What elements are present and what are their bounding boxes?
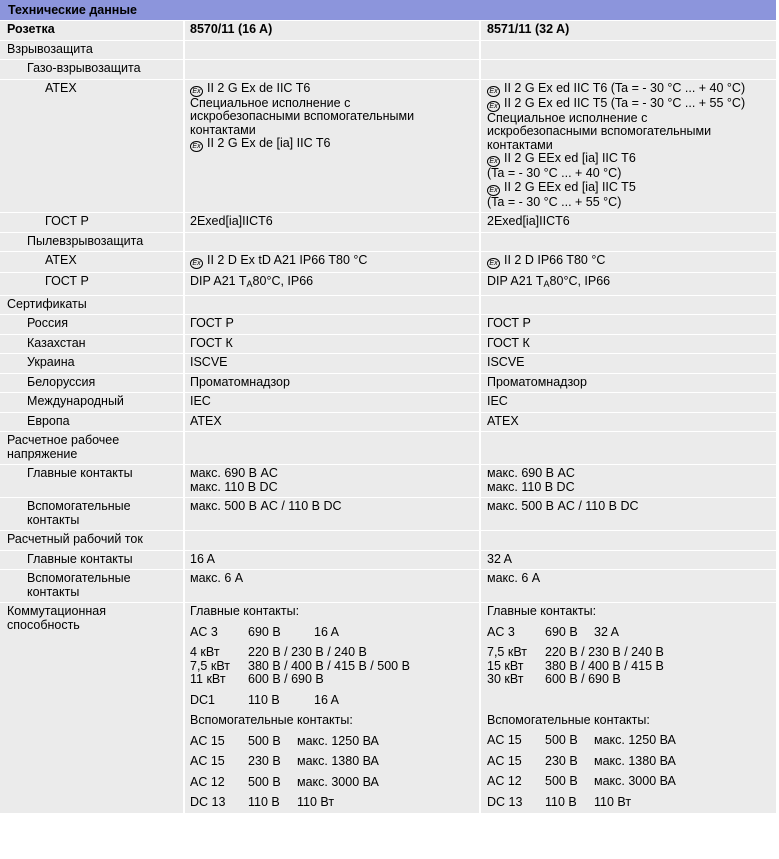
row-label: ATEX: [0, 80, 185, 214]
ex-icon: Ex: [487, 156, 500, 167]
row-label: Международный: [0, 393, 185, 413]
ex-icon: Ex: [487, 185, 500, 196]
row-label: Главные контакты: [0, 551, 185, 571]
table-header-row: [0, 21, 776, 41]
table-row: [0, 60, 776, 80]
ex-icon: Ex: [190, 258, 203, 269]
table-row: [0, 432, 776, 465]
table-row: Белоруссия Проматомнадзор Проматомнадзор: [0, 374, 776, 394]
table-row: [0, 296, 776, 316]
table-row: Вспомогательные контакты макс. 6 A макс. 6 A: [0, 570, 776, 603]
row-label: Расчетное рабочее напряжение: [0, 432, 185, 465]
table-row: Главные контакты 16 A 32 A: [0, 551, 776, 571]
row-label: Взрывозащита: [0, 41, 185, 61]
row-label: Вспомогательные контакты: [0, 570, 185, 603]
row-label: Украина: [0, 354, 185, 374]
section-header: Технические данные: [0, 0, 776, 20]
row-label: Расчетный рабочий ток: [0, 531, 185, 551]
cell-gas-atex-32a: Ex II 2 G Ex ed IIC T6 (Ta = - 30 °C ... + 40 °C) Ex II 2 G Ex ed IIC T5 (Ta = - 30 °C ... + 55 °C) Специальное исполнение с искробезопасными вспомогательными контактами Ex II 2 G EEx ed [ia] IIC T6 (Ta = - 30 °C ... + 40 °C) Ex II 2 G EEx ed [ia] IIC T5 (Ta = - 30 °C ... + 55 °C): [481, 80, 776, 214]
ex-icon: Ex: [487, 258, 500, 269]
column-header-socket: Розетка: [0, 21, 185, 41]
table-row: [0, 80, 776, 214]
row-label: Газо-взрывозащита: [0, 60, 185, 80]
row-label: Казахстан: [0, 335, 185, 355]
row-label: ГОСТ Р: [0, 273, 185, 296]
row-label: Сертификаты: [0, 296, 185, 316]
table-row: [0, 531, 776, 551]
table-row: [0, 603, 776, 814]
table-row: [0, 233, 776, 253]
table-row: Казахстан ГОСТ К ГОСТ К: [0, 335, 776, 355]
row-label: Европа: [0, 413, 185, 433]
row-label: Вспомогательные контакты: [0, 498, 185, 531]
cell-switching-16a: Главные контакты: AC 3 690 В 16 A 4 кВт 220 В / 230 В / 240 В 7,5 кВт 380 В / 400 В / 415 В / 500 В 11 кВт 600 В / 690 В DC1 110 В 16 A Вспомогательные контакты: AC 15 500 В макс. 1250 ВА AC 15 230 В макс. 1380 ВА AC 12 500 В макс. 3000 ВА DC 13 110 В 110 Вт: [185, 603, 481, 814]
table-row: ГОСТ Р 2Exed[ia]IICT6 2Exed[ia]IICT6: [0, 213, 776, 233]
table-row: ATEX Ex II 2 D Ex tD A21 IP66 T80 °C Ex II 2 D IP66 T80 °C: [0, 252, 776, 273]
table-row: ГОСТ Р DIP A21 $T_A80^\circ C$, IP66 DIP A21 $T_A80^\circ C$, IP66: [0, 273, 776, 296]
tech-data-table: [0, 21, 776, 814]
table-row: Европа ATEX ATEX: [0, 413, 776, 433]
column-header-32a: 8571/11 (32 A): [481, 21, 776, 41]
table-row: [0, 41, 776, 61]
row-label: ГОСТ Р: [0, 213, 185, 233]
ex-icon: Ex: [190, 141, 203, 152]
table-row: Главные контакты макс. 690 В AC макс. 110 В DC макс. 690 В AC макс. 110 В DC: [0, 465, 776, 498]
table-row: Международный IEC IEC: [0, 393, 776, 413]
cell-gas-atex-16a: Ex II 2 G Ex de IIC T6 Специальное исполнение с искробезопасными вспомогательными контактами Ex II 2 G Ex de [ia] IIC T6: [185, 80, 481, 214]
table-row: Россия ГОСТ Р ГОСТ Р: [0, 315, 776, 335]
ex-icon: Ex: [190, 86, 203, 97]
cell-switching-32a: Главные контакты: AC 3 690 В 32 A 7,5 кВт 220 В / 230 В / 240 В 15 кВт 380 В / 400 В / 415 В 30 кВт 600 В / 690 В Вспомогательные контакты: AC 15 500 В макс. 1250 ВА AC 15 230 В макс. 1380 ВА AC 12 500 В макс. 3000 ВА DC 13 110 В 110 Вт: [481, 603, 776, 814]
table-row: Вспомогательные контакты макс. 500 В AC / 110 В DC макс. 500 В AC / 110 В DC: [0, 498, 776, 531]
column-header-16a: 8570/11 (16 A): [185, 21, 481, 41]
ex-icon: Ex: [487, 101, 500, 112]
row-label: Пылевзрывозащита: [0, 233, 185, 253]
row-label: Главные контакты: [0, 465, 185, 498]
row-label: Россия: [0, 315, 185, 335]
row-label: ATEX: [0, 252, 185, 273]
ex-icon: Ex: [487, 86, 500, 97]
row-label: Коммутационная способность: [0, 603, 185, 814]
row-label: Белоруссия: [0, 374, 185, 394]
table-row: Украина ISCVE ISCVE: [0, 354, 776, 374]
